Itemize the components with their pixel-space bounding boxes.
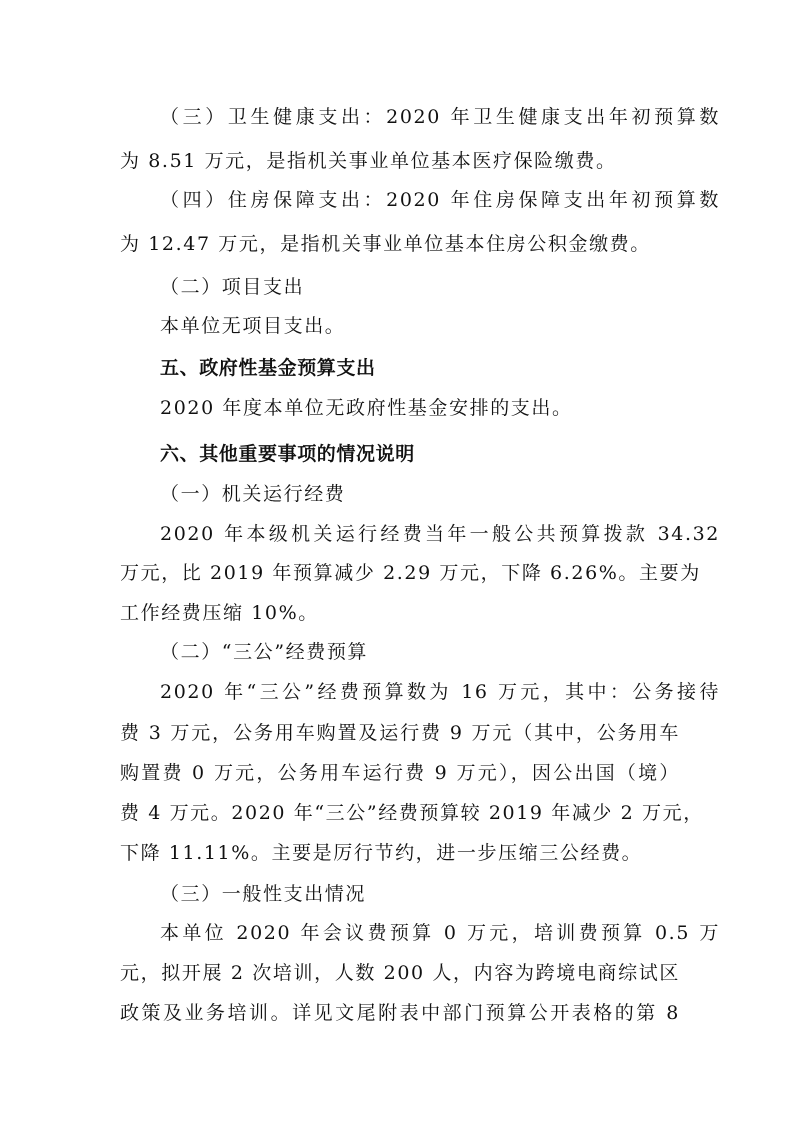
section-heading-6: 六、其他重要事项的情况说明: [160, 443, 415, 465]
paragraph-housing-line-2: 为 12.47 万元，是指机关事业单位基本住房公积金缴费。: [120, 233, 651, 255]
paragraph-operating-line-3: 工作经费压缩 10%。: [120, 602, 319, 624]
subheading-project-expenditure: （二）项目支出: [160, 276, 305, 298]
paragraph-operating-line-2: 万元，比 2019 年预算减少 2.29 万元，下降 6.26%。主要为: [120, 562, 701, 584]
paragraph-general-line-1: 本单位 2020 年会议费预算 0 万元，培训费预算 0.5 万: [160, 922, 720, 944]
paragraph-general-line-3: 政策及业务培训。详见文尾附表中部门预算公开表格的第 8: [120, 1002, 680, 1024]
paragraph-no-project: 本单位无项目支出。: [160, 315, 346, 337]
paragraph-three-public-line-4: 费 4 万元。2020 年“三公”经费预算较 2019 年减少 2 万元，: [120, 802, 704, 824]
section-heading-5: 五、政府性基金预算支出: [160, 357, 376, 379]
paragraph-general-line-2: 元，拟开展 2 次培训，人数 200 人，内容为跨境电商综试区: [120, 962, 680, 984]
paragraph-three-public-line-2: 费 3 万元，公务用车购置及运行费 9 万元（其中，公务用车: [120, 722, 680, 744]
paragraph-gov-fund: 2020 年度本单位无政府性基金安排的支出。: [160, 397, 573, 419]
paragraph-three-public-line-1: 2020 年“三公”经费预算数为 16 万元，其中：公务接待: [160, 681, 720, 703]
subheading-operating-costs: （一）机关运行经费: [160, 483, 346, 505]
paragraph-health-line-1: （三）卫生健康支出：2020 年卫生健康支出年初预算数: [160, 106, 720, 128]
paragraph-three-public-line-3: 购置费 0 万元，公务用车运行费 9 万元），因公出国（境）: [120, 762, 680, 784]
paragraph-operating-line-1: 2020 年本级机关运行经费当年一般公共预算拨款 34.32: [160, 523, 720, 545]
paragraph-three-public-line-5: 下降 11.11%。主要是厉行节约，进一步压缩三公经费。: [120, 842, 643, 864]
paragraph-housing-line-1: （四）住房保障支出：2020 年住房保障支出年初预算数: [160, 189, 720, 211]
subheading-three-public: （二）“三公”经费预算: [160, 641, 369, 663]
paragraph-health-line-2: 为 8.51 万元，是指机关事业单位基本医疗保险缴费。: [120, 150, 617, 172]
subheading-general-expenditure: （三）一般性支出情况: [160, 883, 367, 905]
